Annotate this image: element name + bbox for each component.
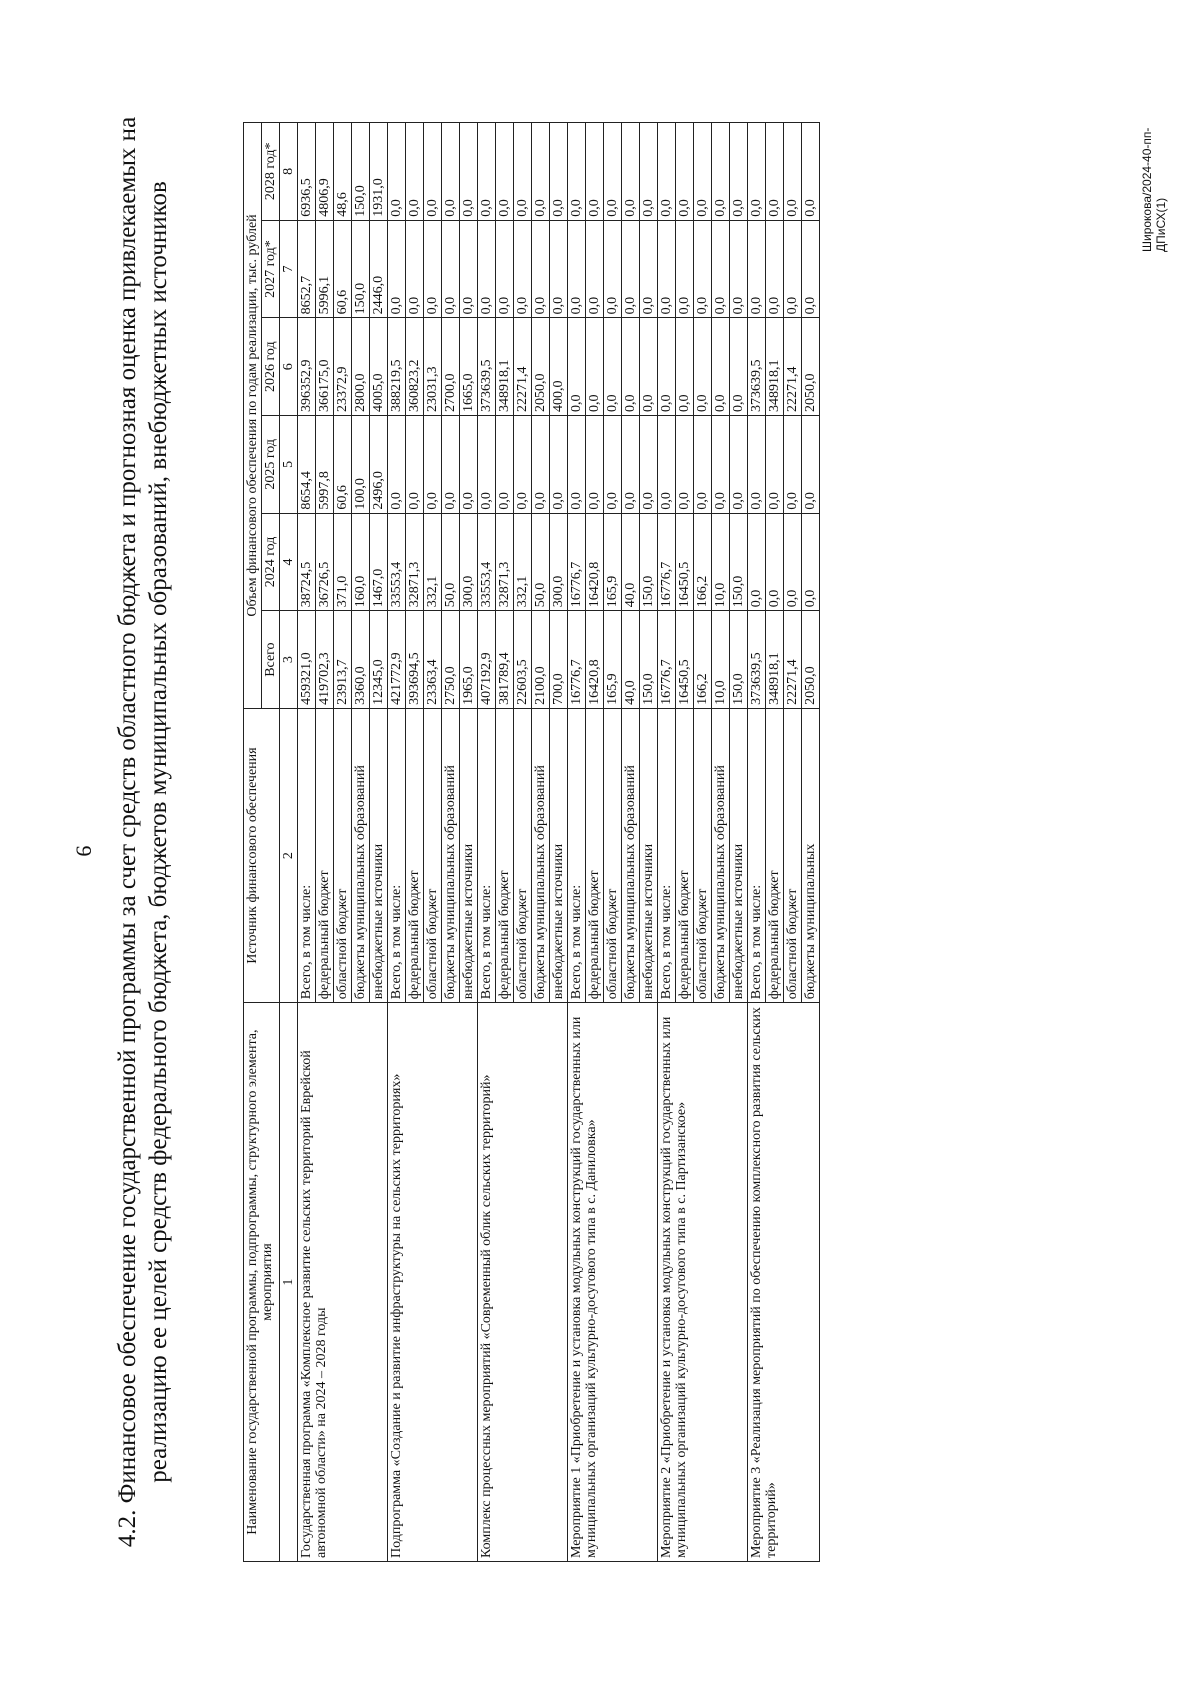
value-cell: 22603,5 (514, 611, 532, 709)
value-cell: 0,0 (514, 220, 532, 318)
source-cell: федеральный бюджет (496, 708, 514, 1002)
value-cell: 16776,7 (658, 513, 676, 611)
source-cell: внебюджетные источники (460, 708, 478, 1002)
value-cell: 0,0 (460, 220, 478, 318)
value-cell: 0,0 (568, 123, 586, 221)
table-row (298, 123, 316, 1562)
value-cell: 0,0 (388, 220, 406, 318)
value-cell: 366175,0 (316, 318, 334, 416)
source-cell: бюджеты муниципальных образований (442, 708, 460, 1002)
value-cell: 16420,8 (586, 513, 604, 611)
value-cell: 8652,7 (298, 220, 316, 318)
value-cell: 0,0 (676, 416, 694, 514)
source-cell: бюджеты муниципальных образований (352, 708, 370, 1002)
value-cell: 23363,4 (424, 611, 442, 709)
value-cell: 0,0 (694, 416, 712, 514)
value-cell: 0,0 (802, 220, 820, 318)
value-cell: 160,0 (352, 513, 370, 611)
value-cell: 8654,4 (298, 416, 316, 514)
value-cell: 22271,4 (784, 318, 802, 416)
header-year: 2027 год* (262, 220, 280, 318)
value-cell: 150,0 (352, 123, 370, 221)
value-cell: 2050,0 (802, 611, 820, 709)
table-row (658, 123, 676, 1562)
value-cell: 0,0 (676, 123, 694, 221)
value-cell: 150,0 (352, 220, 370, 318)
value-cell: 0,0 (406, 416, 424, 514)
column-number: 3 (280, 611, 298, 709)
value-cell: 23913,7 (334, 611, 352, 709)
value-cell: 0,0 (748, 123, 766, 221)
value-cell: 348918,1 (496, 318, 514, 416)
value-cell: 4806,9 (316, 123, 334, 221)
value-cell: 0,0 (712, 220, 730, 318)
value-cell: 2800,0 (352, 318, 370, 416)
value-cell: 2496,0 (370, 416, 388, 514)
value-cell: 150,0 (640, 611, 658, 709)
value-cell: 0,0 (766, 416, 784, 514)
header-year: Всего (262, 611, 280, 709)
value-cell: 0,0 (568, 220, 586, 318)
value-cell: 23372,9 (334, 318, 352, 416)
value-cell: 0,0 (748, 220, 766, 318)
value-cell: 2050,0 (802, 318, 820, 416)
value-cell: 0,0 (730, 416, 748, 514)
value-cell: 0,0 (442, 220, 460, 318)
program-name-cell: Мероприятие 2 «Приобретение и установка модульных конструкций государственных или муниципальных организаций культурно-досугового типа в с. Партизанское» (658, 1003, 748, 1562)
source-cell: областной бюджет (334, 708, 352, 1002)
value-cell: 373639,5 (478, 318, 496, 416)
value-cell: 0,0 (406, 123, 424, 221)
source-cell: Всего, в том числе: (748, 708, 766, 1002)
header-name: Наименование государственной программы, подпрограммы, структурного элемента, мероприятия (244, 1003, 280, 1562)
source-cell: бюджеты муниципальных образований (712, 708, 730, 1002)
value-cell: 165,9 (604, 611, 622, 709)
table-row (478, 123, 496, 1562)
value-cell: 0,0 (694, 123, 712, 221)
value-cell: 0,0 (622, 416, 640, 514)
value-cell: 0,0 (802, 123, 820, 221)
value-cell: 459321,0 (298, 611, 316, 709)
value-cell: 373639,5 (748, 611, 766, 709)
value-cell: 40,0 (622, 611, 640, 709)
value-cell: 60,6 (334, 220, 352, 318)
value-cell: 0,0 (424, 123, 442, 221)
value-cell: 16420,8 (586, 611, 604, 709)
value-cell: 0,0 (586, 318, 604, 416)
value-cell: 0,0 (388, 123, 406, 221)
value-cell: 38724,5 (298, 513, 316, 611)
header-volume-group: Объем финансового обеспечения по годам реализации, тыс. рублей (244, 123, 262, 709)
value-cell: 0,0 (478, 123, 496, 221)
source-cell: областной бюджет (694, 708, 712, 1002)
value-cell: 2100,0 (532, 611, 550, 709)
header-year: 2025 год (262, 416, 280, 514)
value-cell: 421772,9 (388, 611, 406, 709)
value-cell: 50,0 (532, 513, 550, 611)
value-cell: 40,0 (622, 513, 640, 611)
value-cell: 0,0 (514, 123, 532, 221)
value-cell: 12345,0 (370, 611, 388, 709)
value-cell: 33553,4 (388, 513, 406, 611)
value-cell: 0,0 (658, 318, 676, 416)
source-cell: внебюджетные источники (730, 708, 748, 1002)
value-cell: 166,2 (694, 513, 712, 611)
column-numbers-row (280, 123, 298, 1562)
program-name-cell: Подпрограмма «Создание и развитие инфраструктуры на сельских территориях» (388, 1003, 478, 1562)
source-cell: федеральный бюджет (676, 708, 694, 1002)
value-cell: 0,0 (676, 220, 694, 318)
value-cell: 2050,0 (532, 318, 550, 416)
value-cell: 0,0 (640, 318, 658, 416)
value-cell: 0,0 (568, 318, 586, 416)
source-cell: внебюджетные источники (640, 708, 658, 1002)
value-cell: 0,0 (784, 220, 802, 318)
value-cell: 396352,9 (298, 318, 316, 416)
header-year: 2026 год (262, 318, 280, 416)
value-cell: 348918,1 (766, 318, 784, 416)
table-row (568, 123, 586, 1562)
value-cell: 419702,3 (316, 611, 334, 709)
value-cell: 0,0 (766, 513, 784, 611)
value-cell: 4005,0 (370, 318, 388, 416)
source-cell: федеральный бюджет (316, 708, 334, 1002)
source-cell: внебюджетные источники (550, 708, 568, 1002)
value-cell: 0,0 (784, 123, 802, 221)
value-cell: 332,1 (514, 513, 532, 611)
source-cell: областной бюджет (784, 708, 802, 1002)
value-cell: 0,0 (514, 416, 532, 514)
source-cell: бюджеты муниципальных образований (532, 708, 550, 1002)
page-number: 9 (71, 845, 97, 857)
value-cell: 0,0 (442, 123, 460, 221)
value-cell: 0,0 (550, 220, 568, 318)
value-cell: 0,0 (586, 416, 604, 514)
value-cell: 0,0 (478, 220, 496, 318)
source-cell: областной бюджет (514, 708, 532, 1002)
table-row (748, 123, 766, 1562)
value-cell: 150,0 (640, 513, 658, 611)
value-cell: 393694,5 (406, 611, 424, 709)
value-cell: 700,0 (550, 611, 568, 709)
value-cell: 0,0 (712, 416, 730, 514)
value-cell: 0,0 (424, 416, 442, 514)
column-number: 1 (280, 1003, 298, 1562)
column-number: 5 (280, 416, 298, 514)
value-cell: 0,0 (532, 123, 550, 221)
value-cell: 407192,9 (478, 611, 496, 709)
value-cell: 0,0 (550, 416, 568, 514)
column-number: 2 (280, 708, 298, 1002)
value-cell: 0,0 (532, 220, 550, 318)
value-cell: 0,0 (694, 318, 712, 416)
value-cell: 0,0 (658, 416, 676, 514)
program-name-cell: Мероприятие 1 «Приобретение и установка модульных конструкций государственных или муниципальных организаций культурно-досугового типа в с. Даниловка» (568, 1003, 658, 1562)
column-number: 8 (280, 123, 298, 221)
value-cell: 166,2 (694, 611, 712, 709)
value-cell: 0,0 (388, 416, 406, 514)
value-cell: 0,0 (676, 318, 694, 416)
value-cell: 22271,4 (784, 611, 802, 709)
section-title: 4.2. Финансовое обеспечение государственной программы за счет средств областного бюджета и прогнозная оценка привлекаемых на реализацию ее целей средств федерального бюджета, бюджетов муниципальных образований, внебюджетных источников (114, 116, 172, 1548)
header-source: Источник финансового обеспечения (244, 708, 280, 1002)
program-name-cell: Государственная программа «Комплексное развитие сельских территорий Еврейской автономной области» на 2024 – 2028 годы (298, 1003, 388, 1562)
value-cell: 0,0 (586, 220, 604, 318)
value-cell: 0,0 (658, 123, 676, 221)
value-cell: 0,0 (784, 416, 802, 514)
value-cell: 32871,3 (496, 513, 514, 611)
value-cell: 0,0 (622, 123, 640, 221)
value-cell: 0,0 (460, 416, 478, 514)
source-cell: областной бюджет (424, 708, 442, 1002)
value-cell: 0,0 (730, 220, 748, 318)
value-cell: 0,0 (460, 123, 478, 221)
financing-table-wrapper (243, 122, 820, 1562)
value-cell: 165,9 (604, 513, 622, 611)
value-cell: 371,0 (334, 513, 352, 611)
value-cell: 0,0 (712, 318, 730, 416)
value-cell: 2446,0 (370, 220, 388, 318)
value-cell: 373639,5 (748, 318, 766, 416)
source-cell: Всего, в том числе: (388, 708, 406, 1002)
source-cell: федеральный бюджет (766, 708, 784, 1002)
value-cell: 1931,0 (370, 123, 388, 221)
value-cell: 0,0 (604, 416, 622, 514)
value-cell: 0,0 (604, 220, 622, 318)
value-cell: 0,0 (424, 220, 442, 318)
value-cell: 0,0 (532, 416, 550, 514)
value-cell: 0,0 (406, 220, 424, 318)
value-cell: 0,0 (604, 123, 622, 221)
value-cell: 0,0 (568, 416, 586, 514)
value-cell: 0,0 (784, 513, 802, 611)
value-cell: 0,0 (802, 513, 820, 611)
value-cell: 22271,4 (514, 318, 532, 416)
value-cell: 0,0 (730, 123, 748, 221)
value-cell: 1965,0 (460, 611, 478, 709)
value-cell: 23031,3 (424, 318, 442, 416)
source-cell: внебюджетные источники (370, 708, 388, 1002)
source-cell: областной бюджет (604, 708, 622, 1002)
value-cell: 10,0 (712, 611, 730, 709)
value-cell: 300,0 (550, 513, 568, 611)
value-cell: 150,0 (730, 611, 748, 709)
value-cell: 60,6 (334, 416, 352, 514)
value-cell: 0,0 (496, 220, 514, 318)
value-cell: 0,0 (766, 123, 784, 221)
value-cell: 1467,0 (370, 513, 388, 611)
program-name-cell: Комплекс процессных мероприятий «Современный облик сельских территорий» (478, 1003, 568, 1562)
source-cell: Всего, в том числе: (298, 708, 316, 1002)
value-cell: 0,0 (694, 220, 712, 318)
value-cell: 36726,5 (316, 513, 334, 611)
column-number: 6 (280, 318, 298, 416)
value-cell: 16450,5 (676, 513, 694, 611)
value-cell: 0,0 (604, 318, 622, 416)
value-cell: 16776,7 (658, 611, 676, 709)
header-year: 2024 год (262, 513, 280, 611)
value-cell: 0,0 (730, 318, 748, 416)
source-cell: Всего, в том числе: (658, 708, 676, 1002)
value-cell: 16776,7 (568, 513, 586, 611)
value-cell: 348918,1 (766, 611, 784, 709)
value-cell: 100,0 (352, 416, 370, 514)
source-cell: федеральный бюджет (406, 708, 424, 1002)
document-body (0, 92, 1200, 1572)
value-cell: 381789,4 (496, 611, 514, 709)
footer-signature: Широкова/2024-40-пп-ДПиСХ(1) (1140, 127, 1168, 252)
value-cell: 0,0 (442, 416, 460, 514)
value-cell: 2700,0 (442, 318, 460, 416)
value-cell: 0,0 (622, 318, 640, 416)
value-cell: 150,0 (730, 513, 748, 611)
program-name-cell: Мероприятие 3 «Реализация мероприятий по обеспечению комплексного развития сельских территорий» (748, 1003, 820, 1562)
value-cell: 3360,0 (352, 611, 370, 709)
value-cell: 48,6 (334, 123, 352, 221)
value-cell: 360823,2 (406, 318, 424, 416)
source-cell: Всего, в том числе: (568, 708, 586, 1002)
value-cell: 16450,5 (676, 611, 694, 709)
value-cell: 5997,8 (316, 416, 334, 514)
header-year: 2028 год* (262, 123, 280, 221)
value-cell: 0,0 (586, 123, 604, 221)
value-cell: 332,1 (424, 513, 442, 611)
value-cell: 0,0 (748, 513, 766, 611)
value-cell: 0,0 (640, 123, 658, 221)
source-cell: Всего, в том числе: (478, 708, 496, 1002)
value-cell: 0,0 (640, 220, 658, 318)
value-cell: 5996,1 (316, 220, 334, 318)
value-cell: 0,0 (640, 416, 658, 514)
table-row (388, 123, 406, 1562)
source-cell: бюджеты муниципальных образований (622, 708, 640, 1002)
value-cell: 400,0 (550, 318, 568, 416)
value-cell: 0,0 (748, 416, 766, 514)
value-cell: 6936,5 (298, 123, 316, 221)
value-cell: 0,0 (658, 220, 676, 318)
value-cell: 2750,0 (442, 611, 460, 709)
table-body (298, 123, 820, 1562)
value-cell: 0,0 (478, 416, 496, 514)
column-number: 7 (280, 220, 298, 318)
value-cell: 1665,0 (460, 318, 478, 416)
column-number: 4 (280, 513, 298, 611)
value-cell: 10,0 (712, 513, 730, 611)
value-cell: 300,0 (460, 513, 478, 611)
value-cell: 33553,4 (478, 513, 496, 611)
value-cell: 50,0 (442, 513, 460, 611)
source-cell: бюджеты муниципальных (802, 708, 820, 1002)
value-cell: 0,0 (712, 123, 730, 221)
value-cell: 0,0 (496, 416, 514, 514)
value-cell: 0,0 (496, 123, 514, 221)
value-cell: 0,0 (622, 220, 640, 318)
value-cell: 0,0 (802, 416, 820, 514)
value-cell: 0,0 (766, 220, 784, 318)
value-cell: 0,0 (550, 123, 568, 221)
financing-table (243, 122, 820, 1562)
value-cell: 16776,7 (568, 611, 586, 709)
value-cell: 32871,3 (406, 513, 424, 611)
value-cell: 388219,5 (388, 318, 406, 416)
source-cell: федеральный бюджет (586, 708, 604, 1002)
